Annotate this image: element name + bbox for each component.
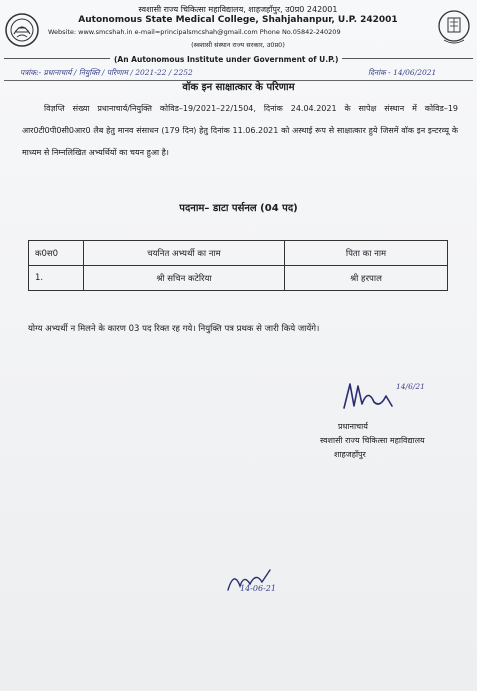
letterhead-govt-hindi: (स्वशासी संस्थान राज्य सरकार, उ0प्र0) <box>191 41 285 49</box>
body-paragraph: विज्ञप्ति संख्या प्रधानाचार्य/नियुक्ति कोविड–19/2021–22/1504, दिनांक 24.04.2021 के सापेक्ष संस्थान में कोविड–19 आर0टी0पी0सी0आर0 लैब हेतु मानव संसाधन (179 दिन) हेतु दिनांक 11.06.2021 को अस्थाई रूप से साक्षात्कार हुये जिसमें वॉक इन इन्टरव्यू के माध्यम से निम्नलिखित अभ्यर्थियों का चयन हुआ है। <box>22 104 458 157</box>
post-title: पदनाम– डाटा पर्सनल (04 पद) <box>179 203 298 214</box>
cell-candidate-name: श्री सचिन कटेरिया <box>84 266 285 291</box>
bottom-handwritten-date: 14-06-21 <box>240 584 276 593</box>
column-header-father-name: पिता का नाम <box>285 241 448 266</box>
table-row <box>29 266 448 291</box>
designation-title: प्रधानाचार्य <box>338 422 368 431</box>
designation-city: शाहजहाँपुर <box>334 450 366 459</box>
college-logo-icon <box>437 8 471 48</box>
designation-block <box>320 420 425 462</box>
institute-note: (An Autonomous Institute under Government of U.P.) <box>110 55 342 64</box>
signature-date: 14/6/21 <box>396 382 425 391</box>
column-header-candidate-name: चयनित अभ्यर्थी का नाम <box>84 241 285 266</box>
reference-date: दिनांक - 14/06/2021 <box>368 68 437 77</box>
cell-serial: 1. <box>29 266 84 291</box>
letterhead-hindi-name: स्वशासी राज्य चिकित्सा महाविद्यालय, शाहजहाँपुर, उ0प्र0 242001 <box>138 5 338 14</box>
vacancy-note: योग्य अभ्यर्थी न मिलने के कारण 03 पद रिक्त रह गये। नियुक्ति पत्र प्रथक से जारी किये जायेंगे। <box>28 324 320 334</box>
table-header-row <box>29 241 448 266</box>
column-header-serial: क0स0 <box>29 241 84 266</box>
principal-signature-icon <box>340 378 400 418</box>
cell-father-name: श्री हरपाल <box>285 266 448 291</box>
letterhead-contact: Website: www.smcshah.in e-mail=principalsmcshah@gmail.com Phone No.05842-240209 <box>48 28 341 36</box>
reference-number: पत्रांक:- प्रधानाचार्य / नियुक्ति / परिणाम / 2021-22 / 2252 <box>20 68 193 77</box>
document-title: वॉक इन साक्षात्कार के परिणाम <box>182 82 295 93</box>
designation-college: स्वशासी राज्य चिकित्सा महाविद्यालय <box>320 436 425 445</box>
up-government-emblem-icon <box>4 12 40 48</box>
letterhead-english-name: Autonomous State Medical College, Shahjahanpur, U.P. 242001 <box>78 15 398 25</box>
selected-candidates-table <box>28 240 448 291</box>
